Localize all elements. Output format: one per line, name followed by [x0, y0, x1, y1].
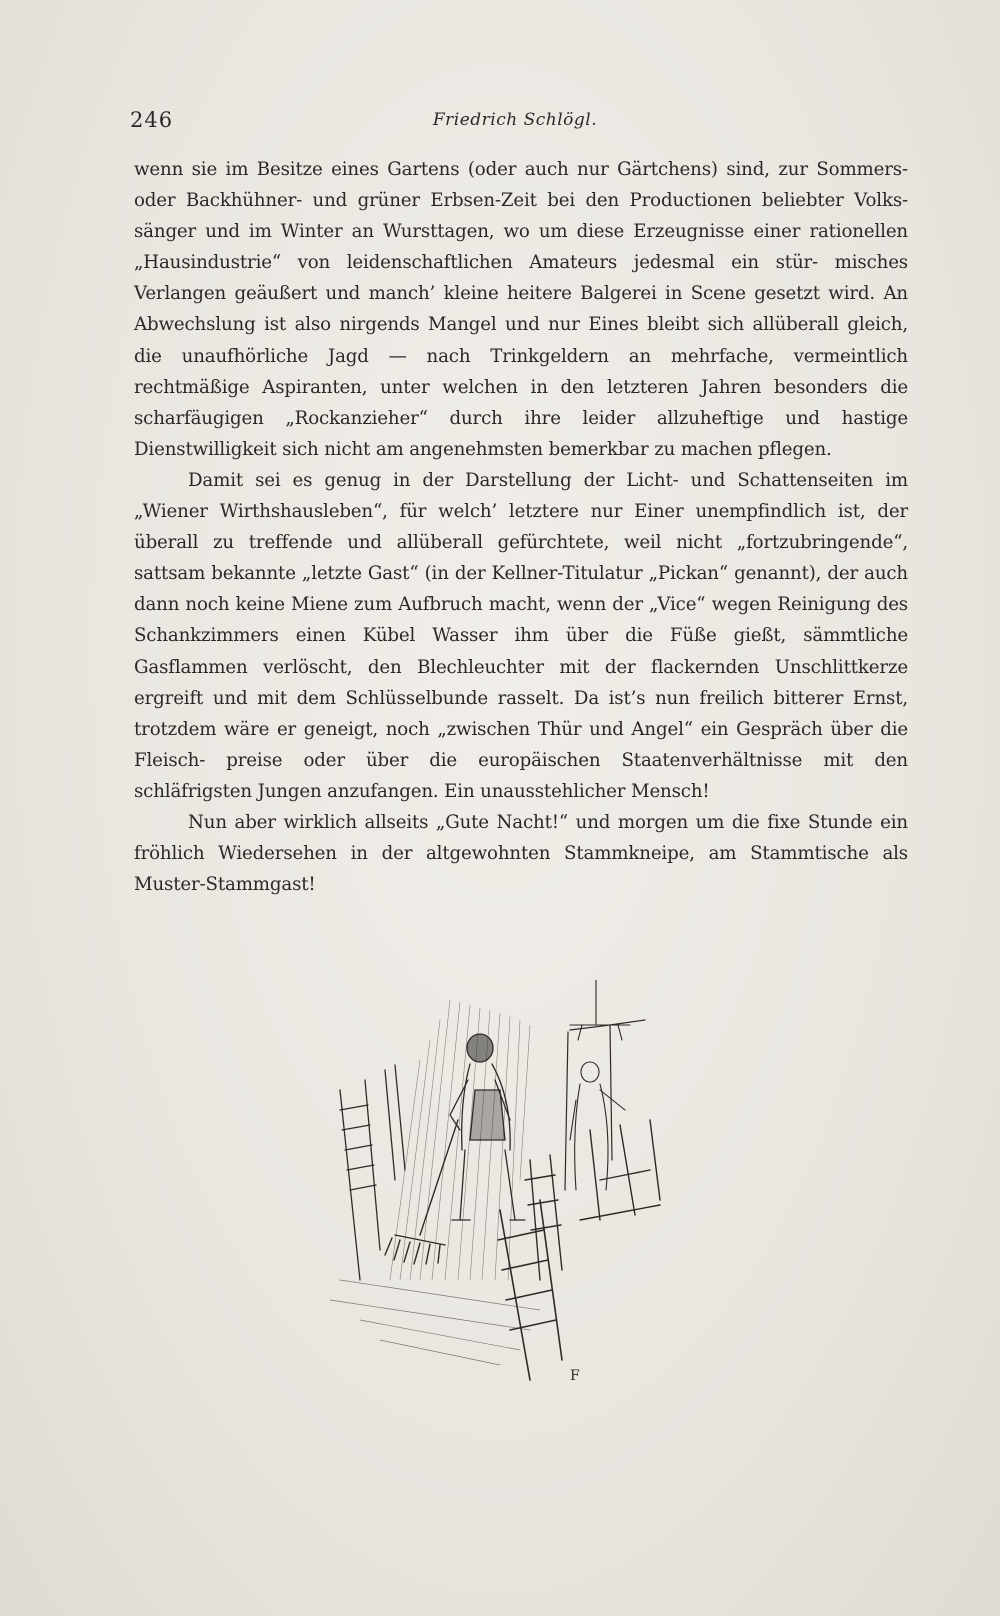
sweeping-waiter — [450, 1034, 525, 1220]
paragraph: wenn sie im Besitze eines Gartens (oder auch nur Gärtchens) sind, zur Sommers- oder Backhühner- und grüner Erbsen-Zeit bei den Productionen beliebter Volks- sänger und im Winter an Wursttagen, wo um diese Erzeugnisse einer rationellen „Hausindustrie“ von leidenschaftlichen Amateurs jedesmal ein stür- misches Verlangen geäußert und manch’ kleine heitere Balgerei in Scene gesetzt wird. An Abwechslung ist also nirgends Mangel und nur Eines bleibt sich allüberall gleich, die unaufhörliche Jagd — nach Trinkgeldern an mehrfache, vermeintlich rechtmäßige Aspiranten, unter welchen in den letzteren Jahren besonders die scharfäugigen „Rockanzieher“ durch ihre leider allzuheftige und hastige Dienstwilligkeit sich nicht am angenehmsten bemerkbar zu machen pflegen. — [134, 159, 908, 460]
page-number: 246 — [130, 108, 174, 132]
paragraph: Damit sei es genug in der Darstellung der Licht- und Schattenseiten im „Wiener Wirthshausleben“, für welch’ letztere nur Einer unempfindlich ist, der überall zu treffende und allüberall gefürchtete, weil nicht „fortzubringende“, sattsam bekannte „letzte Gast“ (in der Kellner-Titulatur „Pickan“ genannt), der auch dann noch keine Miene zum Aufbruch macht, wenn der „Vice“ wegen Reinigung des Schankzimmers einen Kübel Wasser ihm über die Füße gießt, sämmtliche Gasflammen verlöscht, den Blechleuchter mit der flackernden Unschlittkerze ergreift und mit dem Schlüsselbunde rasselt. Da ist’s nun freilich bitterer Ernst, trotzdem wäre er geneigt, noch „zwischen Thür und Angel“ ein Gespräch über die Fleisch- preise oder über die europäischen Staatenverhältnisse mit den schläfrigsten Jungen anzufangen. Ein unausstehlicher Mensch! — [134, 469, 908, 802]
broom — [385, 1120, 458, 1264]
paragraph: Nun aber wirklich allseits „Gute Nacht!“ und morgen um die fixe Stunde ein fröhlich Wiedersehen in der altgewohnten Stammkneipe, am Stammtische als Muster-Stammgast! — [134, 811, 908, 896]
stacked-chairs-left — [340, 1065, 405, 1280]
page-header — [130, 108, 900, 138]
floor-hatching — [330, 1280, 540, 1365]
running-head: Friedrich Schlögl. — [432, 110, 598, 130]
engraving-illustration — [300, 980, 680, 1400]
gas-lamp — [570, 980, 630, 1040]
upturned-chairs-right — [525, 1120, 660, 1280]
body-text — [134, 154, 908, 900]
departing-guest — [570, 1062, 625, 1190]
tavern-closing-scene — [300, 980, 680, 1400]
artist-signature: F — [570, 1368, 580, 1384]
